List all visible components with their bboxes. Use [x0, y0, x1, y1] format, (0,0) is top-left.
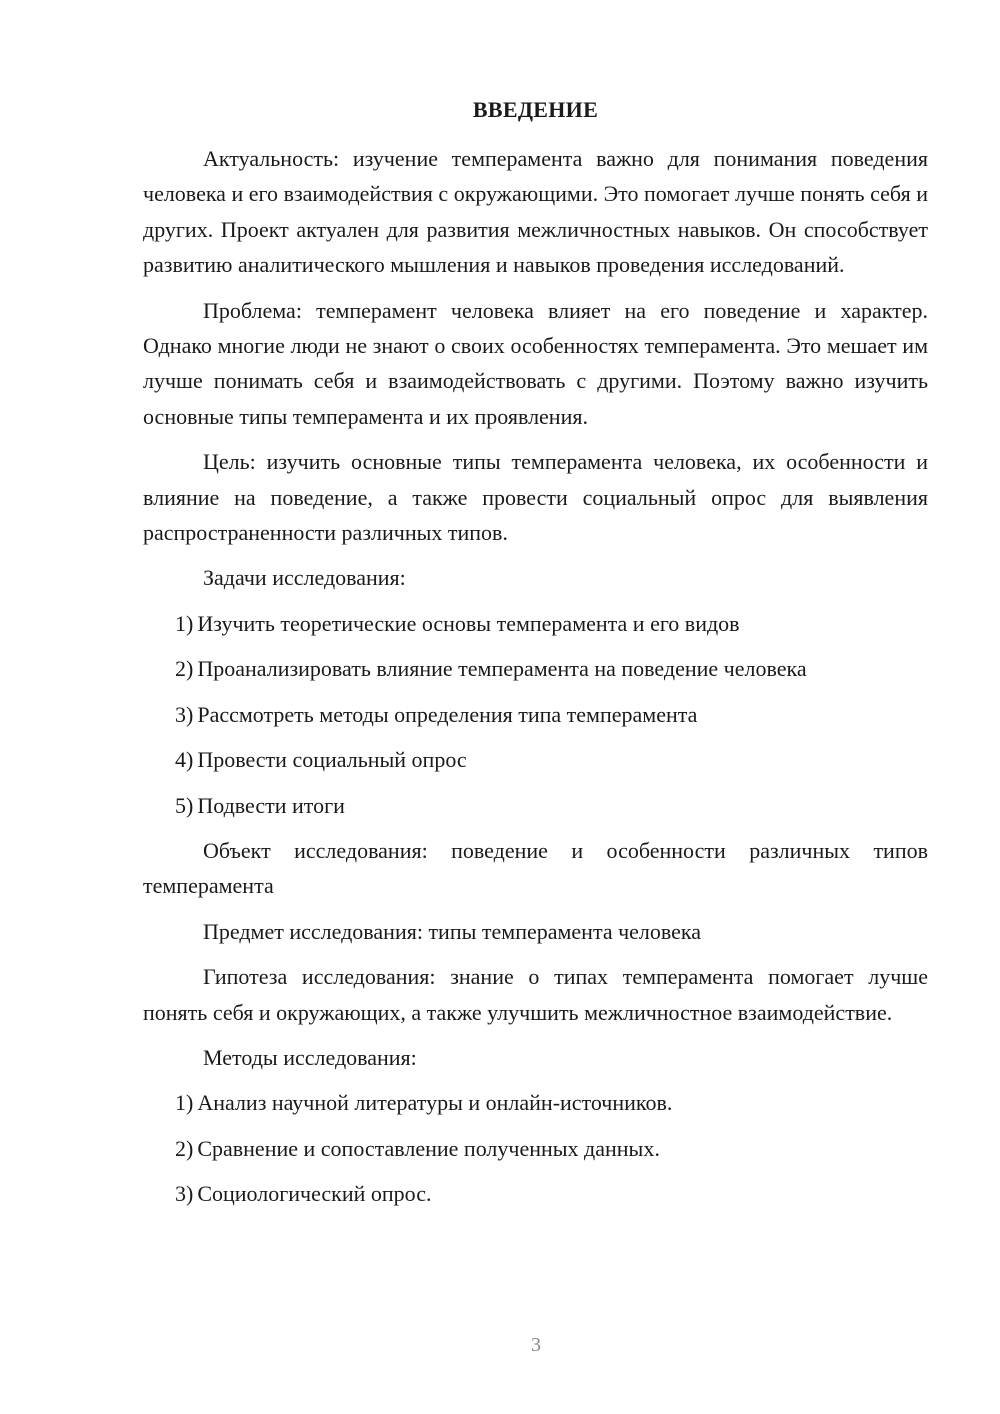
- list-item-text: Рассмотреть методы определения типа темперамента: [197, 701, 698, 727]
- list-item-text: Провести социальный опрос: [197, 747, 467, 773]
- subject-paragraph: Предмет исследования: типы темперамента человека: [203, 918, 702, 944]
- tasks-list-item: [143, 697, 928, 732]
- list-item-text: Анализ научной литературы и онлайн-источников.: [197, 1090, 673, 1116]
- list-item-text: Изучить теоретические основы темперамента и его видов: [197, 610, 740, 636]
- section-title: ВВЕДЕНИЕ: [472, 97, 599, 122]
- hypothesis-paragraph: Гипотеза исследования: знание о типах темперамента помогает лучше понять себя и окружающих, а также улучшить межличностное взаимодействие.: [143, 964, 928, 1025]
- list-item-number: 1): [175, 1090, 194, 1116]
- goal-paragraph: Цель: изучить основные типы темперамента человека, их особенности и влияние на поведение, а также провести социальный опрос для выявления распространенности различных типов.: [143, 449, 928, 546]
- list-item-number: 2): [175, 656, 194, 682]
- problem-paragraph: Проблема: темперамент человека влияет на его поведение и характер. Однако многие люди не знают о своих особенностях темперамента. Это мешает им лучше понимать себя и взаимодействовать с другими. Поэтому важно изучить основные типы темперамента и их проявления.: [143, 297, 928, 429]
- list-item-text: Сравнение и сопоставление полученных данных.: [197, 1135, 660, 1161]
- list-item-number: 5): [175, 792, 194, 818]
- object-paragraph: Объект исследования: поведение и особенности различных типов темперамента: [143, 837, 928, 899]
- list-item-text: Подвести итоги: [197, 792, 345, 818]
- tasks-list-item: [143, 788, 928, 823]
- page-content: [143, 95, 928, 1222]
- methods-list: [143, 1085, 928, 1211]
- list-item-text: Проанализировать влияние темперамента на поведение человека: [197, 656, 807, 682]
- tasks-list-item: [143, 651, 928, 686]
- list-item-text: Социологический опрос.: [197, 1181, 432, 1207]
- tasks-heading: Задачи исследования:: [203, 565, 406, 591]
- methods-list-item: [143, 1085, 928, 1120]
- list-item-number: 3): [175, 1181, 194, 1207]
- list-item-number: 4): [175, 747, 194, 773]
- relevance-paragraph: Актуальность: изучение темперамента важно для понимания поведения человека и его взаимодействия с окружающими. Это помогает лучше понять себя и других. Проект актуален для развития межличностных навыков. Он способствует развитию аналитического мышления и навыков проведения исследований.: [143, 146, 928, 278]
- list-item-number: 2): [175, 1135, 194, 1161]
- list-item-number: 3): [175, 701, 194, 727]
- tasks-list-item: [143, 742, 928, 777]
- methods-list-item: [143, 1176, 928, 1211]
- methods-heading: Методы исследования:: [203, 1044, 417, 1070]
- tasks-list-item: [143, 606, 928, 641]
- list-item-number: 1): [175, 610, 194, 636]
- page-number: 3: [531, 1334, 541, 1356]
- methods-list-item: [143, 1131, 928, 1166]
- tasks-list: [143, 606, 928, 823]
